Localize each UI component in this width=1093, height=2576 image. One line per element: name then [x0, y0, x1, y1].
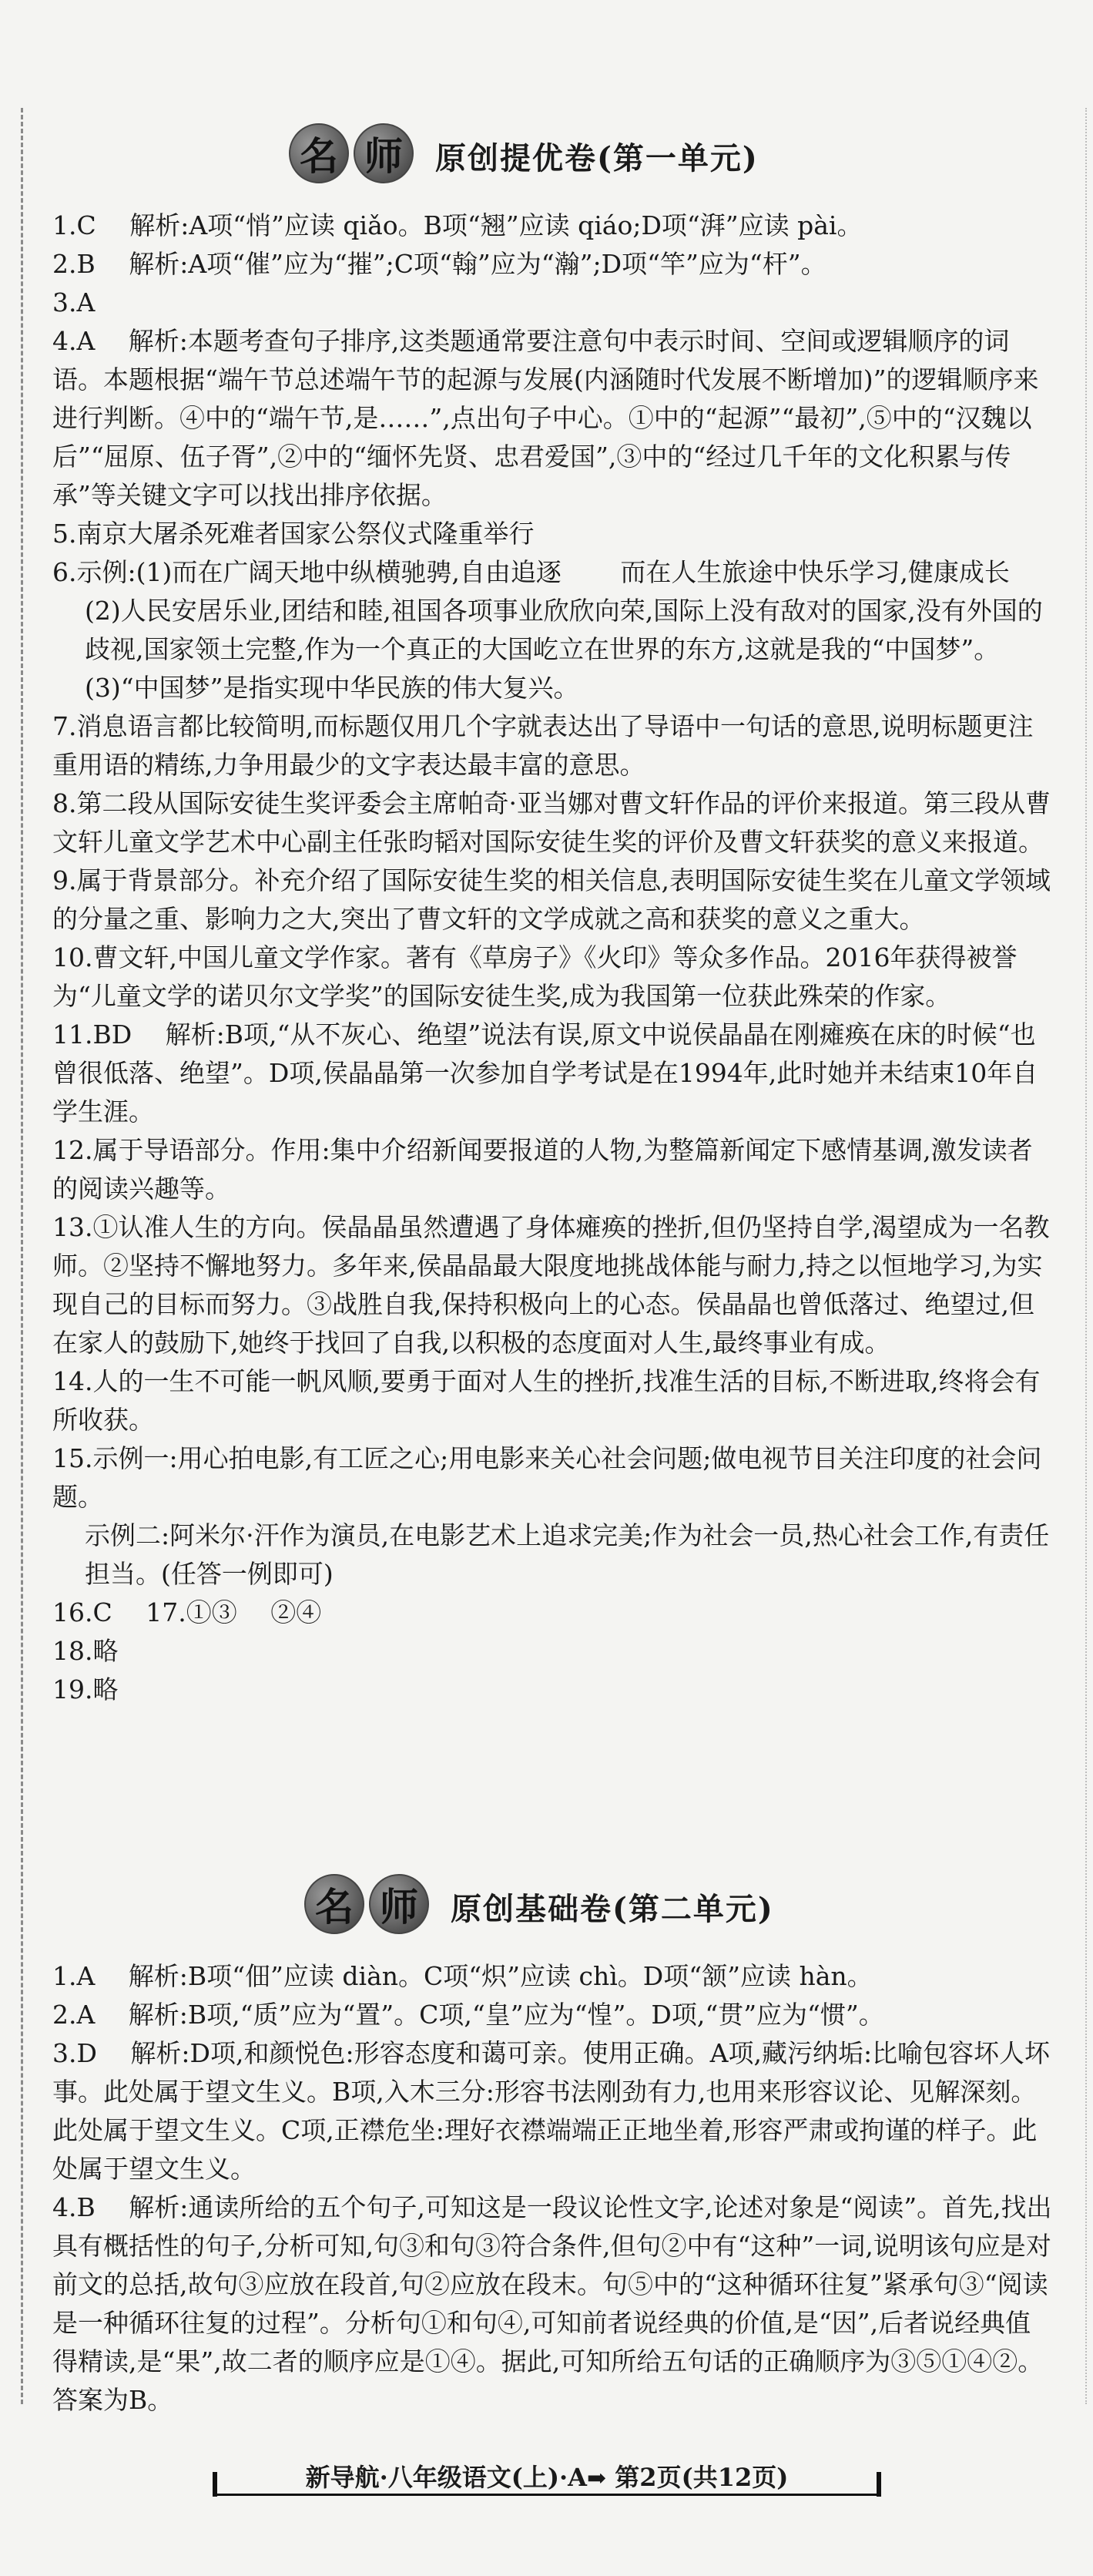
answer-item: 2.A 解析:B项,“质”应为“置”。C项,“皇”应为“惶”。D项,“贯”应为“惯”。 — [52, 2000, 884, 2030]
section2-header — [0, 1865, 1093, 1942]
answer-item: 12.属于导语部分。作用:集中介绍新闻要报道的人物,为整篇新闻定下感情基调,激发读者的阅读兴趣等。 — [52, 1135, 1033, 1204]
answer-item: 1.A 解析:B项“佃”应读 diàn。C项“炽”应读 chì。D项“颔”应读 hàn。 — [52, 1961, 873, 1991]
section2-answers — [52, 1957, 1054, 2420]
ming-badge-icon: 名 — [289, 123, 349, 183]
answer-item: 18.略 — [52, 1636, 119, 1666]
answer-item: 3.D 解析:D项,和颜悦色:形容态度和蔼可亲。使用正确。A项,藏污纳垢:比喻包容坏人坏事。此处属于望文生义。B项,入木三分:形容书法刚劲有力,也用来形容议论、见解深刻。此处属于望文生义。C项,正襟危坐:理好衣襟端端正正地坐着,形容严肃或拘谨的样子。此处属于望文生义。 — [52, 2038, 1051, 2184]
right-edge-line — [1085, 108, 1087, 2404]
answer-item: 16.C 17.①③ ②④ — [52, 1597, 322, 1627]
binding-dashed-line — [21, 108, 23, 2404]
answer-item: 10.曹文轩,中国儿童文学作家。著有《草房子》《火印》等众多作品。2016年获得被誉为“儿童文学的诺贝尔文学奖”的国际安徒生奖,成为我国第一位获此殊荣的作家。 — [52, 942, 1018, 1011]
answer-item: 1.C 解析:A项“悄”应读 qiǎo。B项“翘”应读 qiáo;D项“湃”应读 pài。 — [52, 210, 863, 240]
section1-header — [0, 114, 1093, 191]
answer-item: 9.属于背景部分。补充介绍了国际安徒生奖的相关信息,表明国际安徒生奖在儿童文学领域的分量之重、影响力之大,突出了曹文轩的文学成就之高和获奖的意义之重大。 — [52, 865, 1051, 934]
answer-item: 15.示例一:用心拍电影,有工匠之心;用电影来关心社会问题;做电视节目关注印度的社会问题。 — [52, 1443, 1042, 1512]
footer-book-title: 新导航·八年级语文(上)·A — [305, 2463, 588, 2492]
section2-title: 原创基础卷(第二单元) — [451, 1891, 774, 1927]
answer-item: 4.B 解析:通读所给的五个句子,可知这是一段议论性文字,论述对象是“阅读”。首先,找出具有概括性的句子,分析可知,句③和句③符合条件,但句②中有“这种”一词,说明该句应是对前文的总括,故句③应放在段首,句②应放在段末。句⑤中的“这种循环往复”紧承句③“阅读是一种循环往复的过程”。分析句①和句④,可知前者说经典的价值,是“因”,后者说经典值得精读,是“果”,故二者的顺序应是①④。据此,可知所给五句话的正确顺序为③⑤①④②。答案为B。 — [52, 2192, 1052, 2415]
arrow-right-icon: ➡ — [587, 2465, 607, 2492]
section2-badges — [304, 1874, 429, 1934]
shi-badge-icon: 师 — [354, 123, 414, 183]
section1-badges — [289, 123, 414, 183]
answer-item: 7.消息语言都比较简明,而标题仅用几个字就表达出了导语中一句话的意思,说明标题更注重用语的精练,力争用最少的文字表达最丰富的意思。 — [52, 711, 1034, 780]
page-footer — [185, 2458, 909, 2504]
answer-item: 5.南京大屠杀死难者国家公祭仪式隆重举行 — [52, 519, 535, 549]
answer-item: 示例二:阿米尔·汗作为演员,在电影艺术上追求完美;作为社会一员,热心社会工作,有责任担当。(任答一例即可) — [85, 1520, 1050, 1589]
answer-item: 3.A — [52, 287, 96, 317]
answer-item: 19.略 — [52, 1674, 119, 1704]
answer-item: 14.人的一生不可能一帆风顺,要勇于面对人生的挫折,找准生活的目标,不断进取,终将会有所收获。 — [52, 1366, 1041, 1435]
footer-page-number: 第2页(共12页) — [615, 2463, 789, 2492]
footer-rule — [216, 2494, 878, 2496]
section1-answers — [52, 207, 1054, 1709]
answer-item: 13.①认准人生的方向。侯晶晶虽然遭遇了身体瘫痪的挫折,但仍坚持自学,渴望成为一名教师。②坚持不懈地努力。多年来,侯晶晶最大限度地挑战体能与耐力,持之以恒地学习,为实现自己的目标而努力。③战胜自我,保持积极向上的心态。侯晶晶也曾低落过、绝望过,但在家人的鼓励下,她终于找回了自我,以积极的态度面对人生,最终事业有成。 — [52, 1212, 1050, 1358]
answer-item: 11.BD 解析:B项,“从不灰心、绝望”说法有误,原文中说侯晶晶在刚瘫痪在床的时候“也曾很低落、绝望”。D项,侯晶晶第一次参加自学考试是在1994年,此时她并未结束10年自学生涯。 — [52, 1019, 1038, 1127]
answer-item: 6.示例:(1)而在广阔天地中纵横驰骋,自由追逐 而在人生旅途中快乐学习,健康成长 — [52, 557, 1010, 587]
footer-text — [185, 2458, 909, 2494]
answer-item: (3)“中国梦”是指实现中华民族的伟大复兴。 — [85, 673, 579, 703]
answer-item: 2.B 解析:A项“催”应为“摧”;C项“翰”应为“瀚”;D项“竿”应为“杆”。 — [52, 249, 826, 279]
ming-badge-icon: 名 — [304, 1874, 364, 1934]
shi-badge-icon: 师 — [369, 1874, 429, 1934]
answer-item: 8.第二段从国际安徒生奖评委会主席帕奇·亚当娜对曹文轩作品的评价来报道。第三段从曹文轩儿童文学艺术中心副主任张昀韬对国际安徒生奖的评价及曹文轩获奖的意义来报道。 — [52, 788, 1051, 857]
section1-title: 原创提优卷(第一单元) — [435, 140, 759, 176]
answer-item: 4.A 解析:本题考查句子排序,这类题通常要注意句中表示时间、空间或逻辑顺序的词语。本题根据“端午节总述端午节的起源与发展(内涵随时代发展不断增加)”的逻辑顺序来进行判断。④中的“端午节,是……”,点出句子中心。①中的“起源”“最初”,⑤中的“汉魏以后”“屈原、伍子胥”,②中的“缅怀先贤、忠君爱国”,③中的“经过几千年的文化积累与传承”等关键文字可以找出排序依据。 — [52, 326, 1039, 510]
answer-item: (2)人民安居乐业,团结和睦,祖国各项事业欣欣向荣,国际上没有敌对的国家,没有外国的歧视,国家领土完整,作为一个真正的大国屹立在世界的东方,这就是我的“中国梦”。 — [85, 596, 1043, 664]
